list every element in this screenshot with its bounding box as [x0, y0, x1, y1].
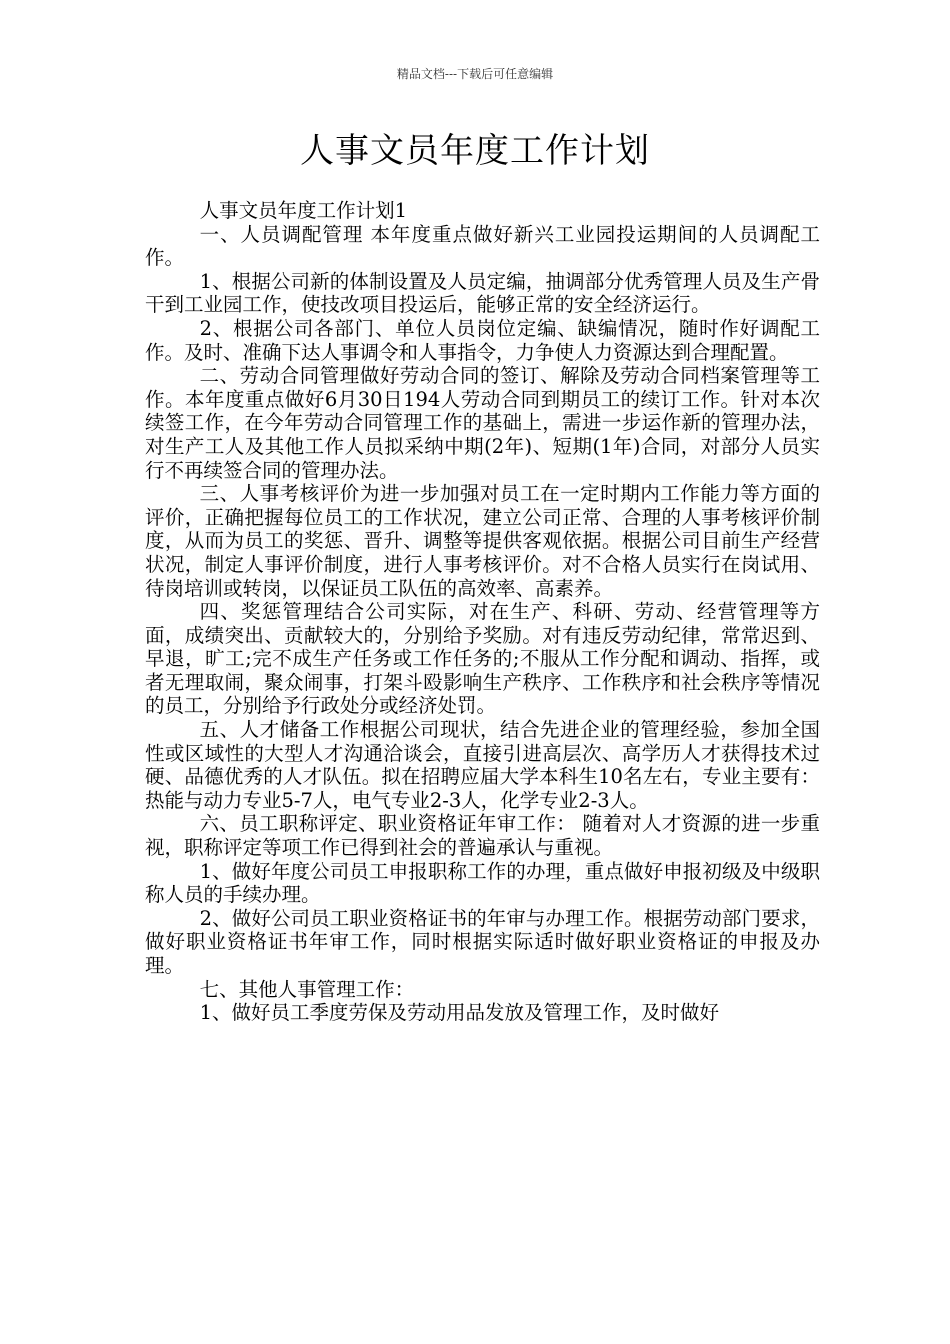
paragraph: 六、员工职称评定、职业资格证年审工作： 随着对人才资源的进一步重视，职称评定等项工作已得到社会的普遍承认与重视。 — [145, 812, 820, 860]
paragraph: 七、其他人事管理工作： — [199, 977, 415, 1001]
paragraph: 四、奖惩管理结合公司实际，对在生产、科研、劳动、经营管理等方面，成绩突出、贡献较大的，分别给予奖励。对有违反劳动纪律，常常迟到、早退，旷工;完不成生产任务或工作任务的;不服从工作分配和调动、指挥，或者无理取闹，聚众闹事，打架斗殴影响生产秩序、工作秩序和社会秩序等情况的员工，分别给予行政处分或经济处罚。 — [145, 600, 820, 718]
document-title: 人事文员年度工作计划 — [300, 131, 650, 171]
paragraph: 五、人才储备工作根据公司现状，结合先进企业的管理经验，参加全国性或区域性的大型人才沟通洽谈会，直接引进高层次、高学历人才获得技术过硬、品德优秀的人才队伍。拟在招聘应届大学本科生10名左右，专业主要有：热能与动力专业5-7人，电气专业2-3人，化学专业2-3人。 — [145, 718, 820, 812]
document-body — [145, 199, 820, 1025]
paragraph: 2、做好公司员工职业资格证书的年审与办理工作。根据劳动部门要求，做好职业资格证书年审工作，同时根据实际适时做好职业资格证的申报及办理。 — [145, 906, 820, 977]
paragraph: 1、根据公司新的体制设置及人员定编，抽调部分优秀管理人员及生产骨干到工业园工作，使技改项目投运后，能够正常的安全经济运行。 — [145, 269, 820, 317]
paragraph: 1、做好年度公司员工申报职称工作的办理，重点做好申报初级及中级职称人员的手续办理。 — [145, 859, 820, 907]
paragraph: 2、根据公司各部门、单位人员岗位定编、缺编情况，随时作好调配工作。及时、准确下达人事调令和人事指令，力争使人力资源达到合理配置。 — [145, 316, 820, 364]
paragraph-subtitle: 人事文员年度工作计划1 — [199, 199, 408, 222]
paragraph: 1、做好员工季度劳保及劳动用品发放及管理工作，及时做好 — [199, 1001, 720, 1025]
header-note: 精品文档---下载后可任意编辑 — [396, 67, 554, 81]
paragraph: 三、人事考核评价为进一步加强对员工在一定时期内工作能力等方面的评价，正确把握每位员工的工作状况，建立公司正常、合理的人事考核评价制度，从而为员工的奖惩、晋升、调整等提供客观依据。根据公司目前生产经营状况，制定人事评价制度，进行人事考核评价。对不合格人员实行在岗试用、待岗培训或转岗，以保证员工队伍的高效率、高素养。 — [145, 482, 820, 600]
paragraph: 二、劳动合同管理做好劳动合同的签订、解除及劳动合同档案管理等工作。本年度重点做好6月30日194人劳动合同到期员工的续订工作。针对本次续签工作，在今年劳动合同管理工作的基础上，需进一步运作新的管理办法，对生产工人及其他工作人员拟采纳中期(2年)、短期(1年)合同，对部分人员实行不再续签合同的管理办法。 — [145, 364, 820, 482]
paragraph: 一、人员调配管理 本年度重点做好新兴工业园投运期间的人员调配工作。 — [145, 222, 820, 270]
